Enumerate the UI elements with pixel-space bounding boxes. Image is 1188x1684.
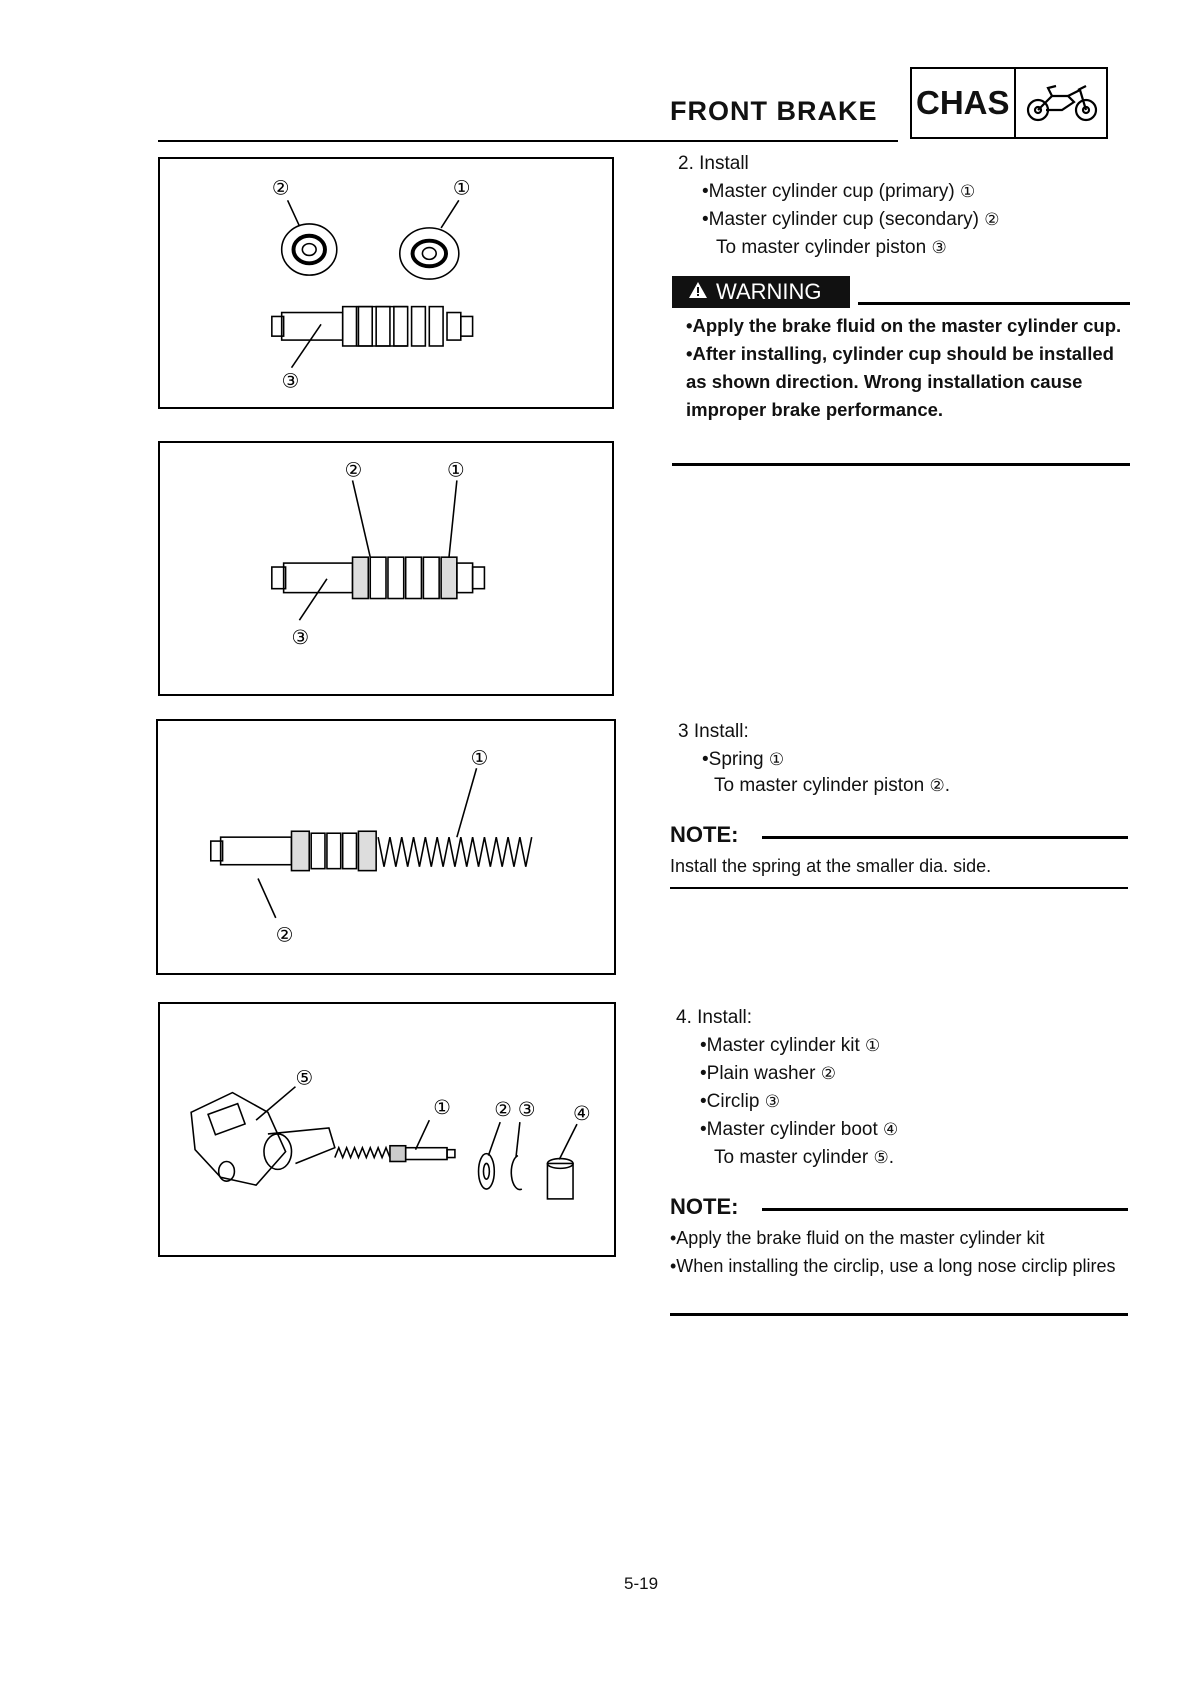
- figure-cups-installed: [158, 441, 614, 696]
- step4-target: To master cylinder ⑤.: [714, 1147, 894, 1168]
- step2-item-2: •Master cylinder cup (secondary) ②: [702, 209, 1000, 230]
- callout-1: ①: [433, 1096, 451, 1120]
- figure-master-cylinder-kit: [158, 1002, 616, 1257]
- warning-item-2: •After installing, cylinder cup should be installed as shown direction. Wrong installation cause improper brake performance.: [686, 343, 1114, 420]
- callout-2: ②: [494, 1098, 512, 1122]
- callout-2: ②: [344, 458, 363, 482]
- header-rule: [158, 140, 898, 142]
- warning-body: [672, 312, 1130, 424]
- note1-label: NOTE:: [670, 822, 739, 847]
- motorcycle-icon: [1022, 82, 1102, 124]
- callout-2: ②: [271, 176, 290, 200]
- callout-2: ②: [275, 923, 294, 947]
- callout-1: ①: [470, 746, 489, 770]
- note1-rule: [762, 836, 1128, 839]
- note2-item-1: •Apply the brake fluid on the master cylinder kit: [670, 1228, 1045, 1248]
- callout-1: ①: [447, 458, 465, 482]
- warning-item-1: •Apply the brake fluid on the master cylinder cup.: [686, 315, 1122, 336]
- note1-end-rule: [670, 887, 1128, 889]
- figure-cups-and-piston: [158, 157, 614, 409]
- chapter-badge: CHAS: [916, 84, 1010, 121]
- page-number: 5-19: [624, 1574, 659, 1593]
- step4-item-2: •Plain washer ②: [700, 1063, 836, 1084]
- step3-heading: 3 Install:: [678, 721, 749, 742]
- step2-item-1: •Master cylinder cup (primary) ①: [702, 181, 976, 202]
- step4-item-1: •Master cylinder kit ①: [700, 1035, 881, 1056]
- step4-item-3: •Circlip ③: [700, 1091, 780, 1112]
- step3-target: To master cylinder piston ②.: [714, 775, 950, 796]
- note2-item-2: •When installing the circlip, use a long nose circlip plires: [670, 1256, 1116, 1276]
- callout-1: ①: [452, 176, 471, 200]
- step2-heading: 2. Install: [678, 153, 749, 174]
- step2-target: To master cylinder piston ③: [716, 237, 947, 258]
- section-title: FRONT BRAKE: [670, 96, 878, 126]
- step4-heading: 4. Install:: [676, 1007, 753, 1028]
- warning-icon: [688, 276, 708, 308]
- warning-end-rule: [672, 463, 1130, 466]
- callout-5: ⑤: [295, 1066, 314, 1090]
- note2-end-rule: [670, 1313, 1128, 1316]
- callout-4: ④: [573, 1102, 591, 1126]
- callout-3: ③: [281, 369, 300, 393]
- warning-rule: [858, 302, 1130, 305]
- note2-rule: [762, 1208, 1128, 1211]
- figure-spring-installed: [156, 719, 616, 975]
- step3-item-1: •Spring ①: [702, 749, 785, 770]
- callout-3: ③: [517, 1098, 536, 1122]
- note2-label: NOTE:: [670, 1194, 739, 1219]
- callout-3: ③: [291, 625, 310, 649]
- chapter-badge-divider: [1014, 67, 1016, 139]
- note1-text: Install the spring at the smaller dia. side.: [670, 856, 992, 876]
- step4-item-4: •Master cylinder boot ④: [700, 1119, 899, 1140]
- warning-label: WARNING: [672, 276, 850, 308]
